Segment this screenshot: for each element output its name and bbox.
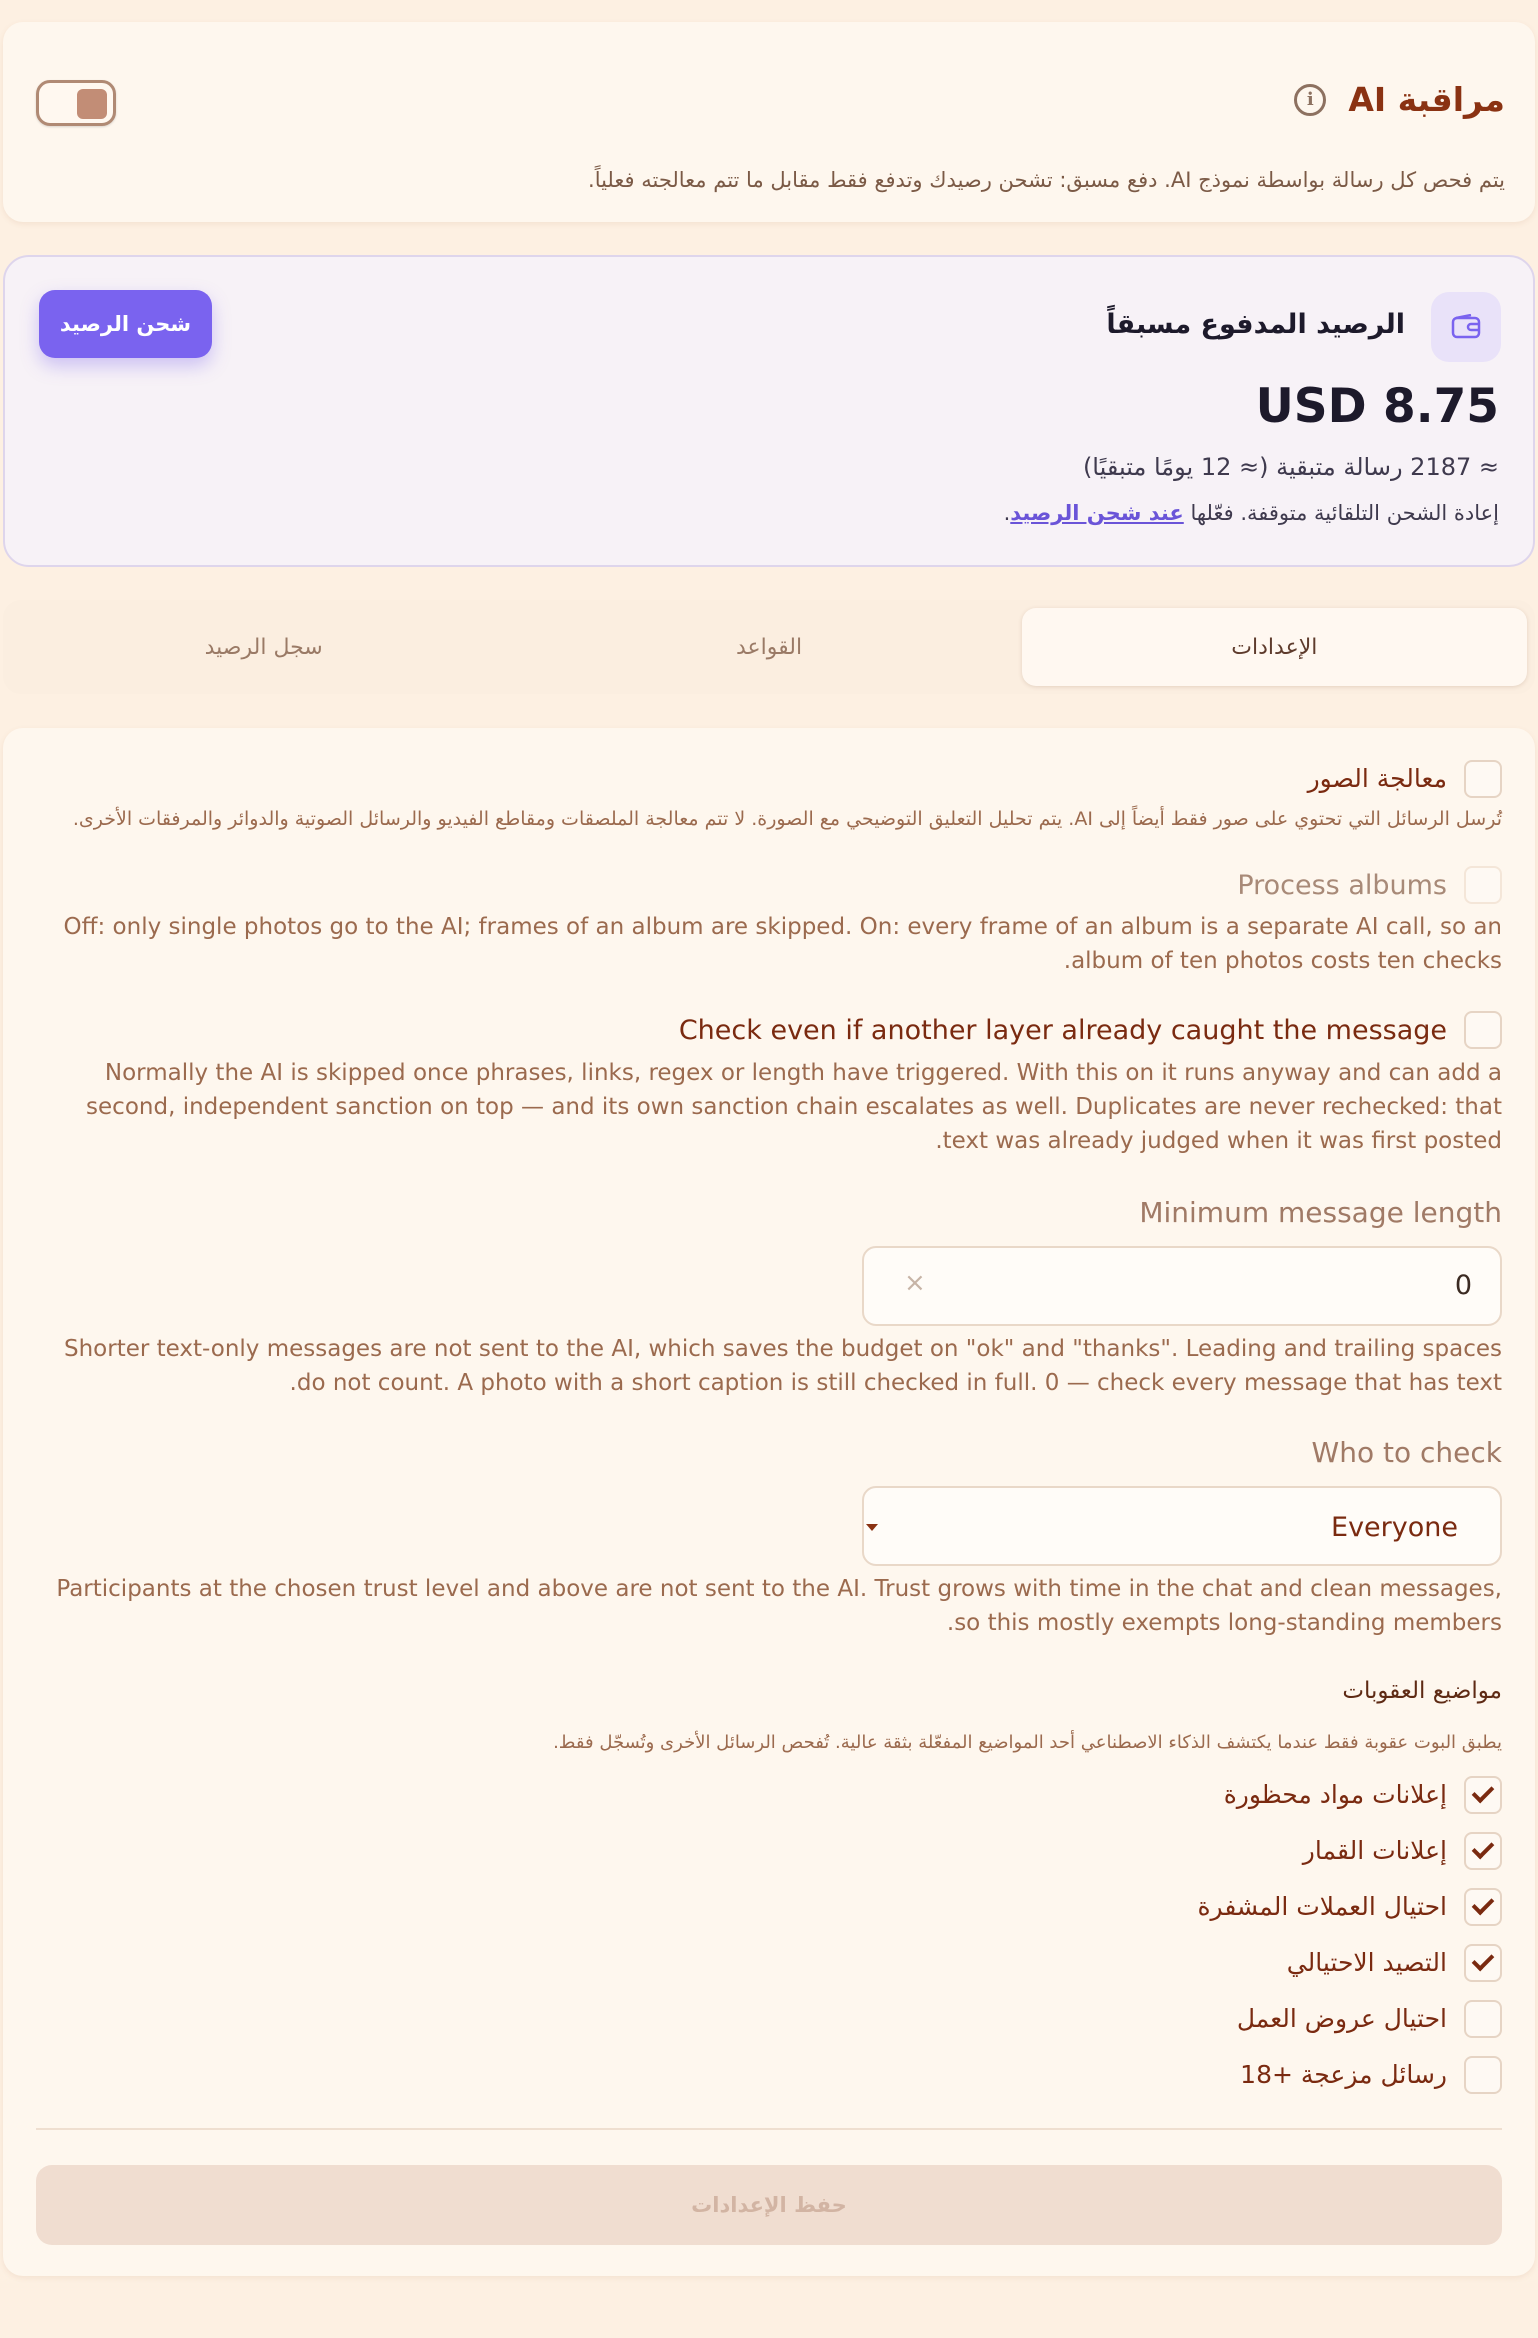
process-albums-checkbox[interactable] <box>1464 866 1502 904</box>
min-length-label: Minimum message length <box>1139 1196 1502 1229</box>
who-to-check-value: Everyone <box>1331 1512 1458 1543</box>
min-length-input[interactable] <box>862 1246 1502 1326</box>
process-albums-description: Off: only single photos go to the AI; frames of an album are skipped. On: every frame of an album is a separate AI call, so an album of ten photos costs ten checks. <box>63 914 1502 974</box>
prepaid-balance-card <box>3 255 1535 567</box>
check-icon <box>1472 1837 1495 1860</box>
chevron-down-icon <box>866 1524 878 1531</box>
autotopup-end: . <box>1003 501 1011 525</box>
topics-description: يطبق البوت عقوبة فقط عندما يكتشف الذكاء الاصطناعي أحد المواضيع المفعّلة بثقة عالية. تُفحص الرسائل الأخرى وتُسجّل فقط. <box>553 1732 1502 1753</box>
topic-label-gambling: إعلانات القمار <box>1302 1836 1447 1865</box>
process-images-checkbox[interactable] <box>1464 760 1502 798</box>
topic-label-crypto-scam: احتيال العملات المشفرة <box>1197 1892 1447 1921</box>
topic-label-phishing: التصيد الاحتيالي <box>1286 1948 1447 1977</box>
topic-checkbox-banned-goods[interactable] <box>1464 1776 1502 1814</box>
title-text: مراقبة AI <box>1348 80 1505 119</box>
who-to-check-label: Who to check <box>1311 1436 1502 1469</box>
process-albums-label: Process albums <box>1237 870 1447 901</box>
min-length-value: 0 <box>1454 1270 1472 1301</box>
balance-remaining: ≈ 2187 رسالة متبقية (≈ 12 يومًا متبقيًا) <box>1082 453 1499 481</box>
topic-label-job-scam: احتيال عروض العمل <box>1236 2004 1447 2033</box>
topic-checkbox-crypto-scam[interactable] <box>1464 1888 1502 1926</box>
module-description: يتم فحص كل رسالة بواسطة نموذج AI. دفع مسبق: تشحن رصيدك وتدفع فقط مقابل ما تتم معالجته فعلياً. <box>588 168 1505 192</box>
balance-amount: USD 8.75 <box>1255 379 1499 434</box>
who-to-check-select[interactable] <box>862 1486 1502 1566</box>
min-length-description: Shorter text-only messages are not sent to the AI, which saves the budget on "ok" and "thanks". Leading and trailing spaces do not count. A photo with a short caption is still checked in full. 0 — check every message that has text. <box>63 1336 1502 1396</box>
ai-moderation-toggle[interactable] <box>36 80 116 126</box>
topup-button[interactable]: شحن الرصيد <box>39 290 212 358</box>
process-images-description: تُرسل الرسائل التي تحتوي على صور فقط أيضاً إلى AI. يتم تحليل التعليق التوضيحي مع الصورة. لا تتم معالجة الملصقات ومقاطع الفيديو والرسائل الصوتية والدوائر والمرفقات الأخرى. <box>72 808 1502 830</box>
check-even-label: Check even if another layer already caught the message <box>678 1015 1447 1046</box>
autotopup-link[interactable]: عند شحن الرصيد <box>1010 501 1184 525</box>
topic-checkbox-job-scam[interactable] <box>1464 2000 1502 2038</box>
topics-title: مواضيع العقوبات <box>1342 1678 1502 1704</box>
check-even-description: Normally the AI is skipped once phrases, links, regex or length have triggered. With this on it runs anyway and can add a second, independent sanction on top — and its own sanction chain escalates as well. Duplicates are never rechecked: that text was already judged when it was first posted. <box>86 1060 1502 1154</box>
tab-bar <box>3 600 1535 694</box>
topic-checkbox-gambling[interactable] <box>1464 1832 1502 1870</box>
topic-checkbox-phishing[interactable] <box>1464 1944 1502 1982</box>
tab-balance-log[interactable]: سجل الرصيد <box>204 634 323 660</box>
page-title <box>1294 80 1505 119</box>
autotopup-status <box>1004 501 1499 525</box>
info-icon[interactable]: i <box>1294 84 1326 116</box>
autotopup-text: إعادة الشحن التلقائية متوقفة. فعّلها <box>1183 501 1499 525</box>
tab-rules[interactable]: القواعد <box>735 634 803 660</box>
check-icon <box>1472 1893 1495 1916</box>
tab-settings[interactable]: الإعدادات <box>1022 608 1527 686</box>
topic-checkbox-adult-spam[interactable] <box>1464 2056 1502 2094</box>
ai-moderation-card <box>3 22 1535 222</box>
toggle-knob <box>77 89 107 119</box>
divider <box>36 2128 1502 2130</box>
check-icon <box>1472 1781 1495 1804</box>
who-to-check-description: Participants at the chosen trust level and above are not sent to the AI. Trust grows with time in the chat and clean messages, so this mostly exempts long-standing members. <box>56 1576 1502 1636</box>
clear-icon[interactable]: × <box>904 1268 926 1298</box>
check-even-checkbox[interactable] <box>1464 1011 1502 1049</box>
save-settings-button[interactable]: حفظ الإعدادات <box>36 2165 1502 2245</box>
topic-label-banned-goods: إعلانات مواد محظورة <box>1223 1780 1447 1809</box>
balance-title: الرصيد المدفوع مسبقاً <box>1106 309 1405 340</box>
check-icon <box>1472 1949 1495 1972</box>
topic-label-adult-spam: رسائل مزعجة +18 <box>1240 2060 1447 2089</box>
wallet-icon <box>1431 292 1501 362</box>
process-images-label: معالجة الصور <box>1307 764 1447 793</box>
settings-panel <box>3 728 1535 2276</box>
